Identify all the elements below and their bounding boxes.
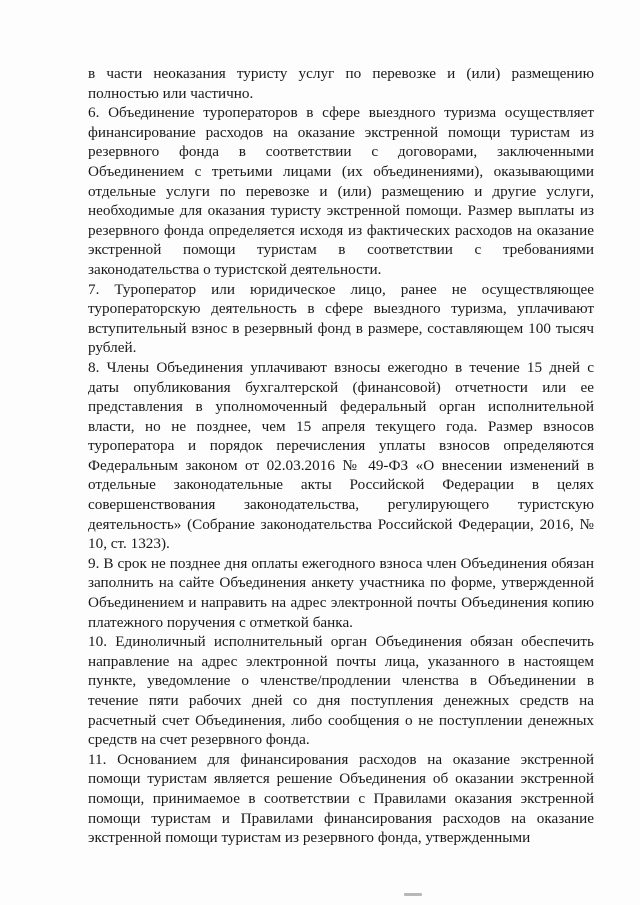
paragraph-9: 9. В срок не позднее дня оплаты ежегодного взноса член Объединения обязан заполнить на сайте Объединения анкету участника по форме, утвержденной Объединением и направить на адрес электронной почты Объединения копию платежного поручения с отметкой банка.: [88, 554, 594, 631]
scan-artifact: [404, 893, 422, 896]
paragraph-6: 6. Объединение туроператоров в сфере выездного туризма осуществляет финансирование расходов на оказание экстренной помощи туристам из резервного фонда в соответствии с договорами, заключенными Объединением с третьими лицами (их объединениями), оказывающими отдельные услуги по перевозке и (или) размещению и другие услуги, необходимые для оказания туристу экстренной помощи. Размер выплаты из резервного фонда определяется исходя из фактических расходов на оказание экстренной помощи туристам в соответствии с требованиями законодательства о туристской деятельности.: [88, 104, 594, 278]
paragraph-continuation: в части неоказания туристу услуг по перевозке и (или) размещению полностью или частично.: [88, 65, 594, 102]
paragraph-11: 11. Основанием для финансирования расходов на оказание экстренной помощи туристам является решение Объединения об оказании экстренной помощи, принимаемое в соответствии с Правилами оказания экстренной помощи туристам и Правилами финансирования расходов на оказание экстренной помощи туристам из резервного фонда, утвержденными: [88, 750, 594, 847]
paragraph-8: 8. Члены Объединения уплачивают взносы ежегодно в течение 15 дней с даты опубликования бухгалтерской (финансовой) отчетности или ее представления в уполномоченный федеральный орган исполнительной власти, но не позднее, чем 15 апреля текущего года. Размер взносов туроператора и порядок перечисления уплаты взносов определяются Федеральным законом от 02.03.2016 № 49-ФЗ «О внесении изменений в отдельные законодательные акты Российской Федерации в целях совершенствования законодательства, регулирующего туристскую деятельность» (Собрание законодательства Российской Федерации, 2016, № 10, ст. 1323).: [88, 358, 594, 553]
paragraph-10: 10. Единоличный исполнительный орган Объединения обязан обеспечить направление на адрес электронной почты лица, указанного в настоящем пункте, уведомление о членстве/продлении членства в Объединении в течение пяти рабочих дней со дня поступления денежных средств на расчетный счет Объединения, либо сообщения о не поступлении денежных средств на счет резервного фонда.: [88, 633, 594, 749]
document-body: [88, 64, 594, 848]
paragraph-7: 7. Туроператор или юридическое лицо, ранее не осуществляющее туроператорскую деятельность в сфере выездного туризма, уплачивают вступительный взнос в резервный фонд в размере, составляющем 100 тысяч рублей.: [88, 280, 594, 357]
